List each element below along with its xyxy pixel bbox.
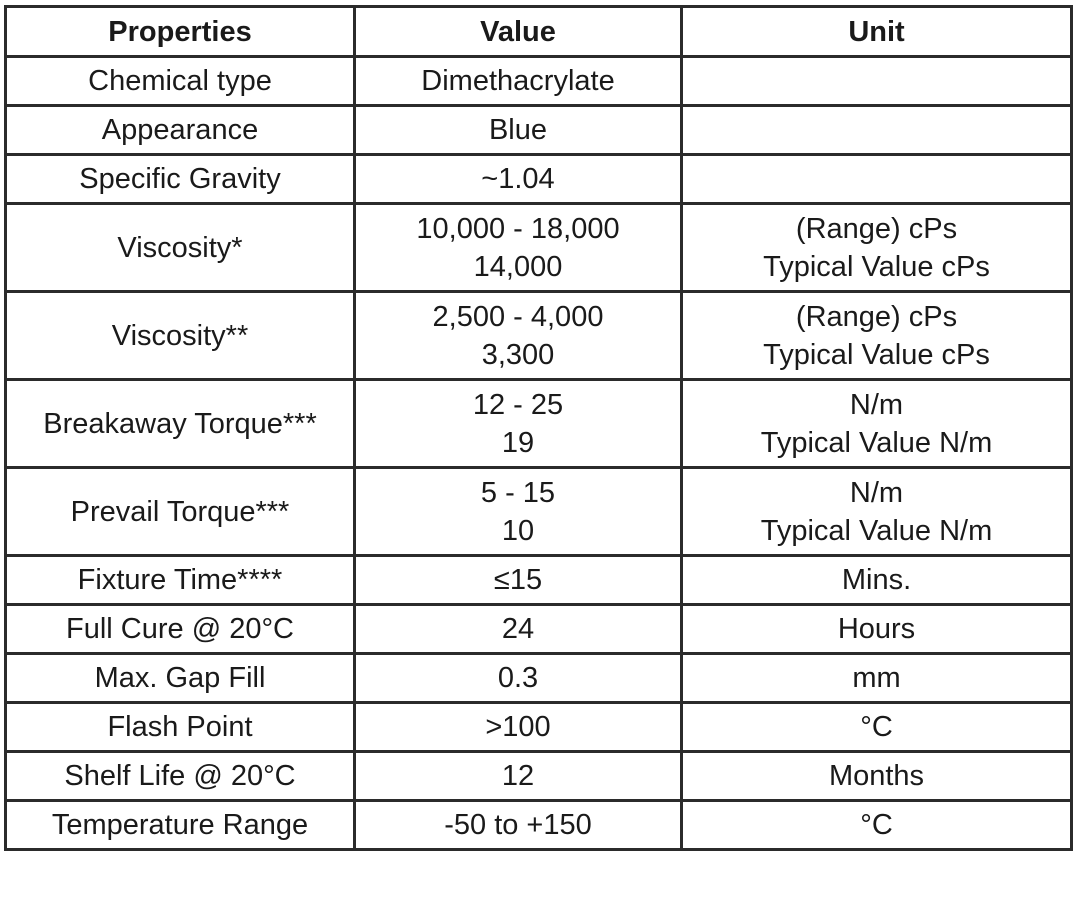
unit-line: Hours	[837, 613, 916, 645]
unit-cell	[682, 292, 1072, 380]
table-row	[6, 654, 1072, 703]
property-cell: Appearance	[6, 106, 355, 155]
property-cell: Max. Gap Fill	[6, 654, 355, 703]
property-cell: Temperature Range	[6, 801, 355, 850]
value-cell	[355, 204, 682, 292]
unit-range-line: N/m	[849, 388, 904, 421]
header-unit: Unit	[682, 7, 1072, 57]
unit-cell	[682, 106, 1072, 155]
unit-cell	[682, 57, 1072, 106]
value-range-line: 5 - 15	[480, 476, 556, 509]
value-line: >100	[485, 711, 551, 743]
value-cell	[355, 752, 682, 801]
table-row	[6, 703, 1072, 752]
table-row	[6, 380, 1072, 468]
table-row	[6, 57, 1072, 106]
value-cell	[355, 468, 682, 556]
table-row	[6, 155, 1072, 204]
unit-typical-line: Typical Value cPs	[763, 250, 990, 283]
unit-line: Mins.	[841, 564, 912, 596]
value-range-line: 10,000 - 18,000	[416, 212, 620, 245]
table-row	[6, 468, 1072, 556]
unit-cell	[682, 801, 1072, 850]
property-cell: Breakaway Torque***	[6, 380, 355, 468]
value-cell	[355, 292, 682, 380]
value-line: Blue	[488, 114, 548, 146]
unit-typical-line: Typical Value N/m	[760, 426, 993, 459]
unit-cell	[682, 380, 1072, 468]
unit-range-line: N/m	[849, 476, 904, 509]
property-cell: Prevail Torque***	[6, 468, 355, 556]
value-cell	[355, 556, 682, 605]
value-cell	[355, 380, 682, 468]
header-row	[6, 7, 1072, 57]
value-cell	[355, 155, 682, 204]
header-properties: Properties	[6, 7, 355, 57]
value-typical-line: 3,300	[481, 338, 555, 371]
unit-cell	[682, 468, 1072, 556]
table-row	[6, 204, 1072, 292]
table-row	[6, 292, 1072, 380]
value-cell	[355, 703, 682, 752]
unit-cell	[682, 556, 1072, 605]
properties-table	[4, 5, 1073, 851]
unit-typical-line: Typical Value N/m	[760, 514, 993, 547]
value-cell	[355, 57, 682, 106]
unit-typical-line: Typical Value cPs	[763, 338, 990, 371]
property-cell: Shelf Life @ 20°C	[6, 752, 355, 801]
value-cell	[355, 801, 682, 850]
unit-line: mm	[852, 662, 901, 694]
value-line: -50 to +150	[444, 809, 592, 841]
value-line: 0.3	[497, 662, 539, 694]
unit-cell	[682, 752, 1072, 801]
property-cell: Fixture Time****	[6, 556, 355, 605]
unit-line: Months	[828, 760, 925, 792]
value-line: 24	[501, 613, 535, 645]
value-typical-line: 10	[501, 514, 535, 547]
unit-cell	[682, 155, 1072, 204]
property-cell: Viscosity**	[6, 292, 355, 380]
value-typical-line: 19	[501, 426, 535, 459]
property-cell: Flash Point	[6, 703, 355, 752]
value-line: ≤15	[493, 564, 543, 596]
value-cell	[355, 605, 682, 654]
property-cell: Full Cure @ 20°C	[6, 605, 355, 654]
table-row	[6, 605, 1072, 654]
value-cell	[355, 654, 682, 703]
unit-cell	[682, 703, 1072, 752]
unit-line: °C	[860, 809, 893, 841]
value-cell	[355, 106, 682, 155]
table-row	[6, 556, 1072, 605]
value-typical-line: 14,000	[473, 250, 563, 283]
value-line: ~1.04	[481, 163, 555, 195]
table-row	[6, 801, 1072, 850]
header-value: Value	[355, 7, 682, 57]
unit-cell	[682, 654, 1072, 703]
property-cell: Specific Gravity	[6, 155, 355, 204]
value-range-line: 2,500 - 4,000	[432, 300, 604, 333]
unit-cell	[682, 605, 1072, 654]
unit-cell	[682, 204, 1072, 292]
table-row	[6, 752, 1072, 801]
unit-range-line: (Range) cPs	[795, 212, 958, 245]
unit-line: °C	[860, 711, 893, 743]
property-cell: Chemical type	[6, 57, 355, 106]
value-range-line: 12 - 25	[472, 388, 564, 421]
value-line: Dimethacrylate	[421, 65, 615, 97]
property-cell: Viscosity*	[6, 204, 355, 292]
value-line: 12	[501, 760, 535, 792]
unit-range-line: (Range) cPs	[795, 300, 958, 333]
table-row	[6, 106, 1072, 155]
